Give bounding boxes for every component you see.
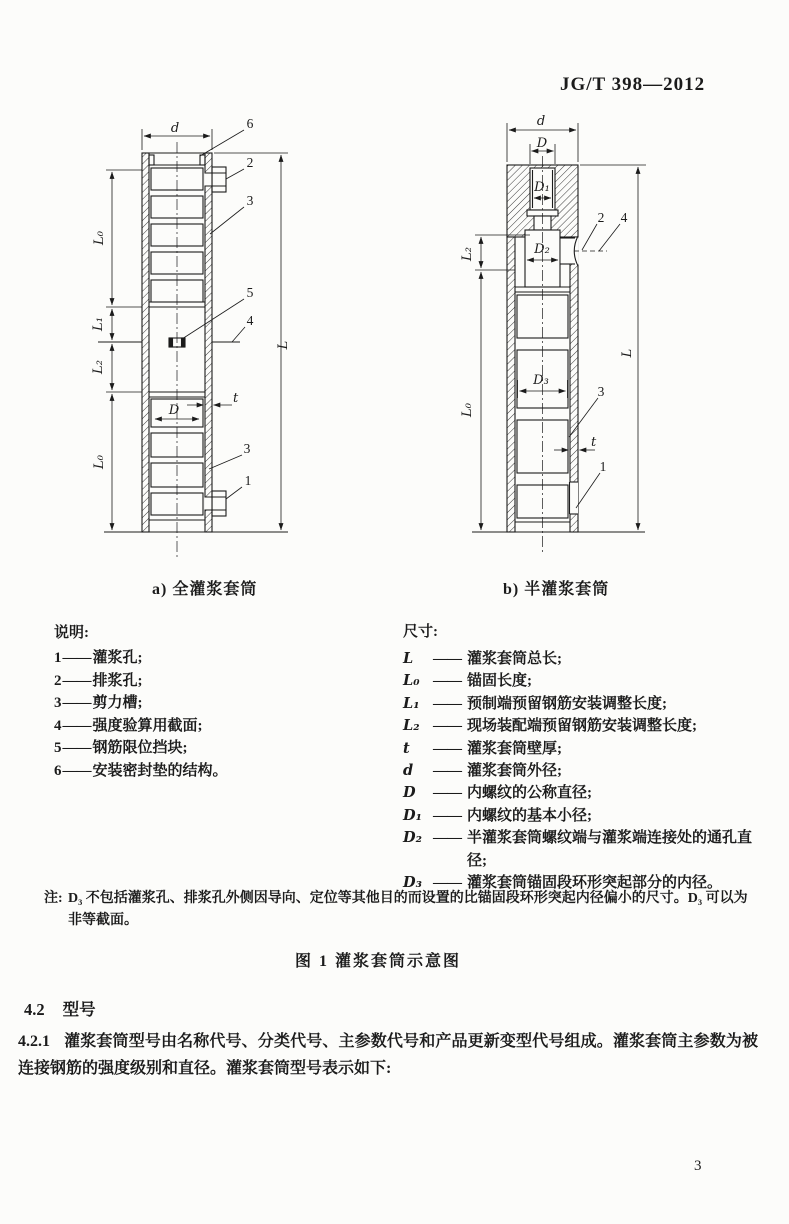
- sleeve-a-body: [98, 153, 288, 532]
- grout-channel: [570, 482, 579, 514]
- dim-symbol: D₁: [403, 806, 422, 824]
- legend-item-num: 4: [54, 717, 62, 734]
- standard-code: JG/T 398—2012: [560, 74, 706, 95]
- dim-symbol: L₁: [403, 694, 420, 712]
- sleeve-a-leaders: [182, 130, 245, 499]
- dim-dash: ——: [433, 785, 461, 802]
- section-number: 4.2: [24, 1000, 45, 1019]
- part-label-4: 4: [620, 210, 628, 225]
- legend-item-text: 排浆孔;: [92, 672, 143, 689]
- legend-item-num: 5: [54, 740, 62, 757]
- legend-item-num: 3: [54, 695, 62, 712]
- part-label-3-lower: 3: [243, 441, 251, 456]
- dimension-item: [403, 782, 759, 804]
- part-label-4: 4: [246, 313, 254, 328]
- clause-number: 4.2.1: [18, 1033, 50, 1050]
- dim-text: 灌浆套筒外径;: [467, 763, 562, 780]
- dim-text: 锚固长度;: [467, 673, 532, 690]
- note-text: D₃ 不包括灌浆孔、排浆孔外侧因导向、定位等其他目的而设置的比锚固段环形突起内径偏小的尺寸。D₃ 可以为非等截面。: [68, 891, 748, 928]
- dimension-item: [403, 760, 759, 782]
- dim-label-L0-upper: L₀: [92, 231, 107, 245]
- dimension-item: [403, 805, 759, 827]
- legend-item-text: 强度验算用截面;: [92, 717, 203, 734]
- dimension-list-title: 尺寸:: [403, 624, 438, 640]
- legend-item-text: 灌浆孔;: [92, 650, 143, 666]
- dim-text: 预制端预留钢筋安装调整长度;: [467, 695, 667, 712]
- page-number: 3: [694, 1158, 702, 1174]
- half-grout-sleeve-diagram: [450, 110, 700, 580]
- dim-label-L2: L₂: [91, 360, 106, 374]
- full-grout-sleeve-diagram: [88, 112, 298, 572]
- dim-symbol: L₀: [403, 672, 420, 690]
- dim-dash: ——: [433, 740, 461, 757]
- dim-label-L0: L₀: [460, 403, 475, 417]
- dim-label-t: t: [233, 391, 239, 406]
- figure-caption: 图 1 灌浆套筒示意图: [294, 953, 461, 970]
- legend-item: [54, 715, 228, 738]
- dim-dash: ——: [433, 807, 461, 824]
- legend-item-num: 1: [54, 650, 62, 666]
- dim-text: 灌浆套筒总长;: [467, 651, 562, 667]
- dim-dash: ——: [433, 673, 461, 690]
- legend-item-dash: ——: [62, 695, 91, 712]
- sub-caption-a: a) 全灌浆套筒: [152, 581, 258, 598]
- part-label-5: 5: [246, 285, 254, 300]
- clause-text: 灌浆套筒型号由名称代号、分类代号、主参数代号和产品更新变型代号组成。灌浆套筒主参数为被连接钢筋的强度级别和直径。灌浆套筒型号表示如下:: [18, 1033, 758, 1077]
- dim-dash: ——: [433, 875, 461, 892]
- dim-label-L2: L₂: [460, 247, 475, 261]
- part-label-2: 2: [246, 155, 254, 170]
- dimension-item: [403, 670, 759, 692]
- dim-text: 内螺纹的公称直径;: [467, 785, 592, 802]
- legend-item: [54, 692, 228, 715]
- dim-label-d: d: [170, 121, 180, 136]
- dim-label-L: L: [620, 348, 635, 358]
- legend-item: [54, 760, 228, 783]
- dim-symbol: L₂: [403, 717, 420, 735]
- dim-symbol: D₃: [403, 874, 422, 892]
- legend-item-dash: ——: [62, 717, 91, 734]
- legend-item-dash: ——: [62, 740, 91, 757]
- part-label-2: 2: [597, 210, 605, 225]
- legend-item: [54, 647, 228, 670]
- dim-label-D1: D₁: [534, 180, 550, 195]
- legend-item-dash: ——: [62, 672, 91, 689]
- dim-symbol: t: [403, 739, 410, 757]
- dim-text: 灌浆套筒锚固段环形突起部分的内径。: [467, 875, 723, 892]
- part-label-1: 1: [244, 473, 252, 488]
- dimension-list: [403, 621, 759, 894]
- dimension-item: [403, 715, 759, 737]
- dim-label-D: D: [168, 403, 180, 418]
- legend-item-dash: ——: [62, 650, 91, 666]
- clause-paragraph: [18, 1029, 758, 1082]
- legend-item: [54, 737, 228, 760]
- legend-item-dash: ——: [62, 762, 91, 779]
- legend-item-num: 2: [54, 672, 62, 689]
- dim-text: 半灌浆套筒螺纹端与灌浆端连接处的通孔直径;: [467, 830, 753, 869]
- dim-text: 内螺纹的基本小径;: [467, 807, 592, 824]
- dim-dash: ——: [433, 718, 461, 735]
- dimension-item: [403, 693, 759, 715]
- part-label-1: 1: [599, 459, 607, 474]
- sleeve-b-body: [472, 165, 645, 532]
- figure-note: [44, 888, 756, 932]
- dim-symbol: D₂: [403, 829, 422, 847]
- dim-label-D3: D₃: [533, 373, 549, 388]
- legend-title: 说明:: [54, 625, 89, 641]
- legend-item: [54, 670, 228, 693]
- dim-dash: ——: [433, 830, 461, 847]
- section-heading: [24, 996, 96, 1020]
- dim-text: 灌浆套筒壁厚;: [467, 740, 562, 757]
- legend-item-text: 剪力槽;: [92, 695, 143, 712]
- part-label-3-upper: 3: [246, 193, 254, 208]
- note-label: 注:: [44, 891, 63, 906]
- dim-label-L: L: [276, 340, 291, 350]
- dim-label-t: t: [591, 435, 597, 450]
- sub-caption-b: b) 半灌浆套筒: [503, 581, 610, 598]
- dim-symbol: d: [403, 762, 414, 780]
- section-title: 型号: [62, 1000, 96, 1019]
- dim-symbol: L: [403, 650, 414, 667]
- dim-text: 现场装配端预留钢筋安装调整长度;: [467, 718, 697, 735]
- dim-dash: ——: [433, 651, 461, 667]
- dimension-item: [403, 827, 759, 872]
- dimension-item: [403, 648, 759, 670]
- dim-dash: ——: [433, 763, 461, 780]
- legend-list: [54, 621, 228, 783]
- part-label-3: 3: [597, 384, 605, 399]
- legend-item-text: 钢筋限位挡块;: [92, 740, 188, 757]
- dim-symbol: D: [403, 784, 416, 802]
- dim-label-d: d: [536, 114, 546, 129]
- dimension-item: [403, 738, 759, 760]
- dim-label-L1: L₁: [91, 317, 106, 331]
- legend-item-text: 安装密封垫的结构。: [92, 762, 228, 779]
- dim-label-D2: D₂: [534, 242, 550, 257]
- part-label-6: 6: [246, 116, 254, 131]
- dim-label-L0-lower: L₀: [92, 455, 107, 469]
- legend-item-num: 6: [54, 762, 62, 779]
- dim-dash: ——: [433, 695, 461, 712]
- dim-label-D: D: [536, 136, 548, 151]
